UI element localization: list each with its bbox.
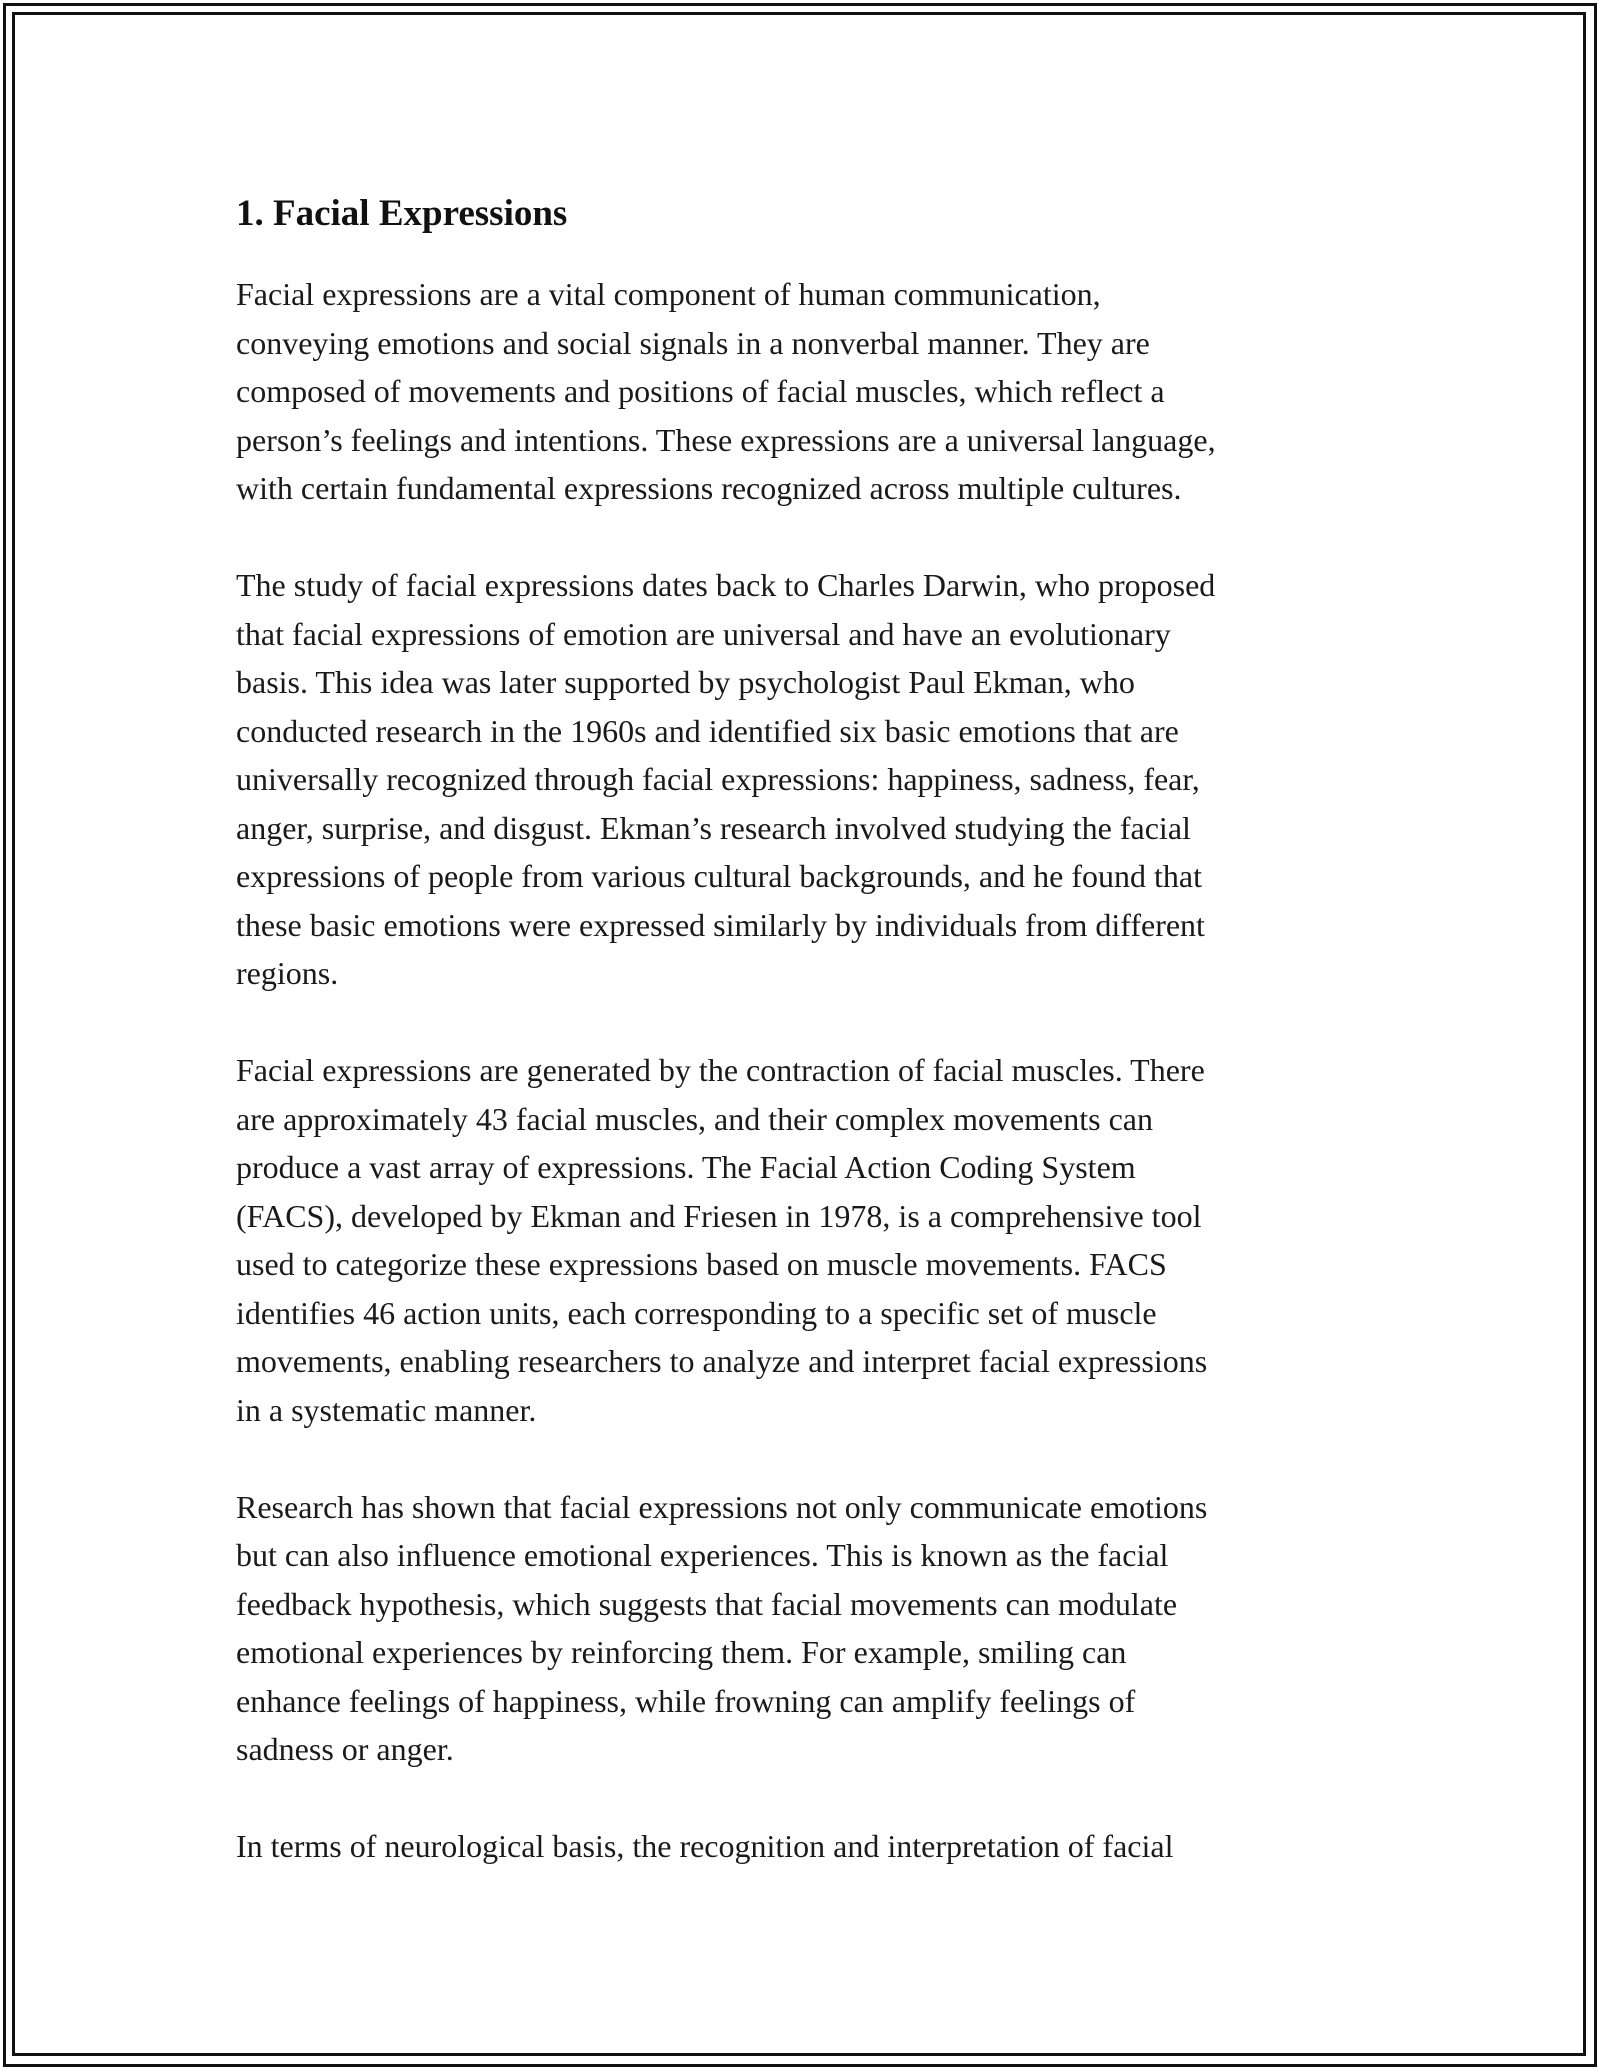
text-line: enhance feelings of happiness, while frowning can amplify feelings of — [236, 1682, 1136, 1719]
text-line: person’s feelings and intentions. These expressions are a universal language, — [236, 421, 1216, 458]
document-body — [236, 188, 1366, 1919]
text-line: sadness or anger. — [236, 1731, 454, 1767]
text-line: conducted research in the 1960s and identified six basic emotions that are — [236, 712, 1179, 749]
text-line: (FACS), developed by Ekman and Friesen in 1978, is a comprehensive tool — [236, 1197, 1202, 1234]
text-line: expressions of people from various cultural backgrounds, and he found that — [236, 858, 1202, 894]
text-line: are approximately 43 facial muscles, and their complex movements can — [236, 1100, 1153, 1137]
text-line: regions. — [236, 955, 339, 991]
text-line: used to categorize these expressions based on muscle movements. FACS — [236, 1246, 1167, 1282]
text-line: In terms of neurological basis, the recognition and interpretation of facial — [236, 1828, 1174, 1864]
text-line: produce a vast array of expressions. The Facial Action Coding System — [236, 1149, 1136, 1185]
text-line: movements, enabling researchers to analyze and interpret facial expressions — [236, 1343, 1208, 1379]
text-line: that facial expressions of emotion are universal and have an evolutionary — [236, 615, 1171, 652]
text-line: emotional experiences by reinforcing them. For example, smiling can — [236, 1634, 1127, 1670]
paragraph-2 — [236, 561, 1366, 998]
text-line: anger, surprise, and disgust. Ekman’s research involved studying the facial — [236, 809, 1191, 846]
paragraph-5 — [236, 1822, 1366, 1871]
text-line: The study of facial expressions dates back to Charles Darwin, who proposed — [236, 567, 1216, 603]
text-line: feedback hypothesis, which suggests that facial movements can modulate — [236, 1585, 1178, 1622]
text-line: these basic emotions were expressed similarly by individuals from different — [236, 906, 1205, 943]
text-line: with certain fundamental expressions recognized across multiple cultures. — [236, 470, 1182, 506]
text-line: identifies 46 action units, each corresponding to a specific set of muscle — [236, 1294, 1157, 1331]
text-line: composed of movements and positions of facial muscles, which reflect a — [236, 373, 1165, 409]
text-line: Facial expressions are generated by the contraction of facial muscles. There — [236, 1052, 1205, 1088]
text-line: universally recognized through facial expressions: happiness, sadness, fear, — [236, 761, 1200, 797]
text-line: basis. This idea was later supported by psychologist Paul Ekman, who — [236, 664, 1135, 700]
section-heading: 1. Facial Expressions — [236, 193, 568, 234]
text-line: but can also influence emotional experiences. This is known as the facial — [236, 1537, 1169, 1573]
paragraph-1 — [236, 270, 1366, 513]
text-line: conveying emotions and social signals in a nonverbal manner. They are — [236, 324, 1150, 361]
text-line: Research has shown that facial expressions not only communicate emotions — [236, 1488, 1208, 1525]
text-line: in a systematic manner. — [236, 1391, 537, 1428]
text-line: Facial expressions are a vital component of human communication, — [236, 276, 1101, 312]
paragraph-3 — [236, 1046, 1366, 1434]
paragraph-4 — [236, 1483, 1366, 1774]
